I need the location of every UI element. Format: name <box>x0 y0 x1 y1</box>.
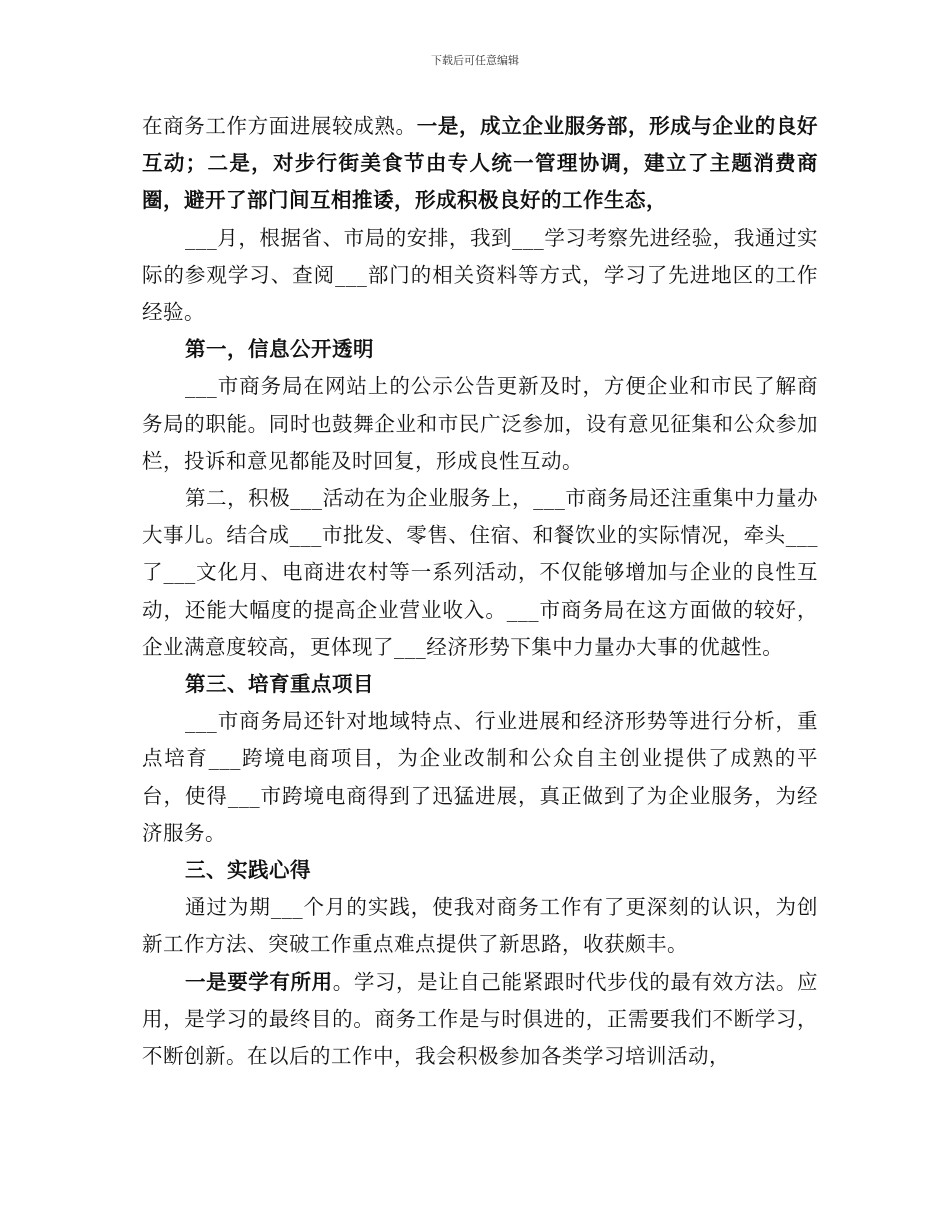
paragraph-1 <box>142 108 818 220</box>
section-heading-3: 三、实践心得 <box>185 858 311 883</box>
document-body <box>142 108 818 1075</box>
paragraph-7 <box>142 964 818 1076</box>
page-header: 下载后可任意编辑 <box>431 54 519 67</box>
paragraph-2: ___月，根据省、市局的安排，我到___学习考察先进经验，我通过实际的参观学习、查阅___部门的相关资料等方式，学习了先进地区的工作经验。 <box>142 225 818 325</box>
paragraph-7-text: 。学习，是让自己能紧跟时代步伐的最有效方法。应用，是学习的最终目的。商务工作是与时俱进的，正需要我们不断学习，不断创新。在以后的工作中，我会积极参加各类学习培训活动， <box>142 969 819 1069</box>
paragraph-3: ___市商务局在网站上的公示公告更新及时，方便企业和市民了解商务局的职能。同时也鼓舞企业和市民广泛参加，设有意见征集和公众参加栏，投诉和意见都能及时回复，形成良性互动。 <box>142 374 818 473</box>
paragraph-1-text: 在商务工作方面进展较成熟。 <box>142 114 417 138</box>
paragraph-7-bold-text: 一是要学有所用 <box>185 969 333 994</box>
section-heading-1: 第一，信息公开透明 <box>185 337 374 362</box>
section-heading-2: 第三、培育重点项目 <box>185 672 374 697</box>
paragraph-1-bold-text: 一是，成立企业服务部，形成与企业的良好互动；二是，对步行街美食节由专人统一管理协调，建立了主题消费商圈，避开了部门间互相推诿，形成积极良好的工作生态， <box>142 114 819 213</box>
paragraph-4: 第二，积极___活动在为企业服务上，___市商务局还注重集中力量办大事儿。结合成___市批发、零售、住宿、和餐饮业的实际情况，牵头___了___文化月、电商进农村等一系列活动，不仅能够增加与企业的良性互动，还能大幅度的提高企业营业收入。___市商务局在这方面做的较好，企业满意度较高，更体现了___经济形势下集中力量办大事的优越性。 <box>142 486 818 659</box>
paragraph-5: ___市商务局还针对地域特点、行业进展和经济形势等进行分析，重点培育___跨境电商项目，为企业改制和公众自主创业提供了成熟的平台，使得___市跨境电商得到了迅猛进展，真正做到了为企业服务，为经济服务。 <box>142 709 818 845</box>
paragraph-6: 通过为期___个月的实践，使我对商务工作有了更深刻的认识，为创新工作方法、突破工作重点难点提供了新思路，收获颇丰。 <box>142 895 818 957</box>
